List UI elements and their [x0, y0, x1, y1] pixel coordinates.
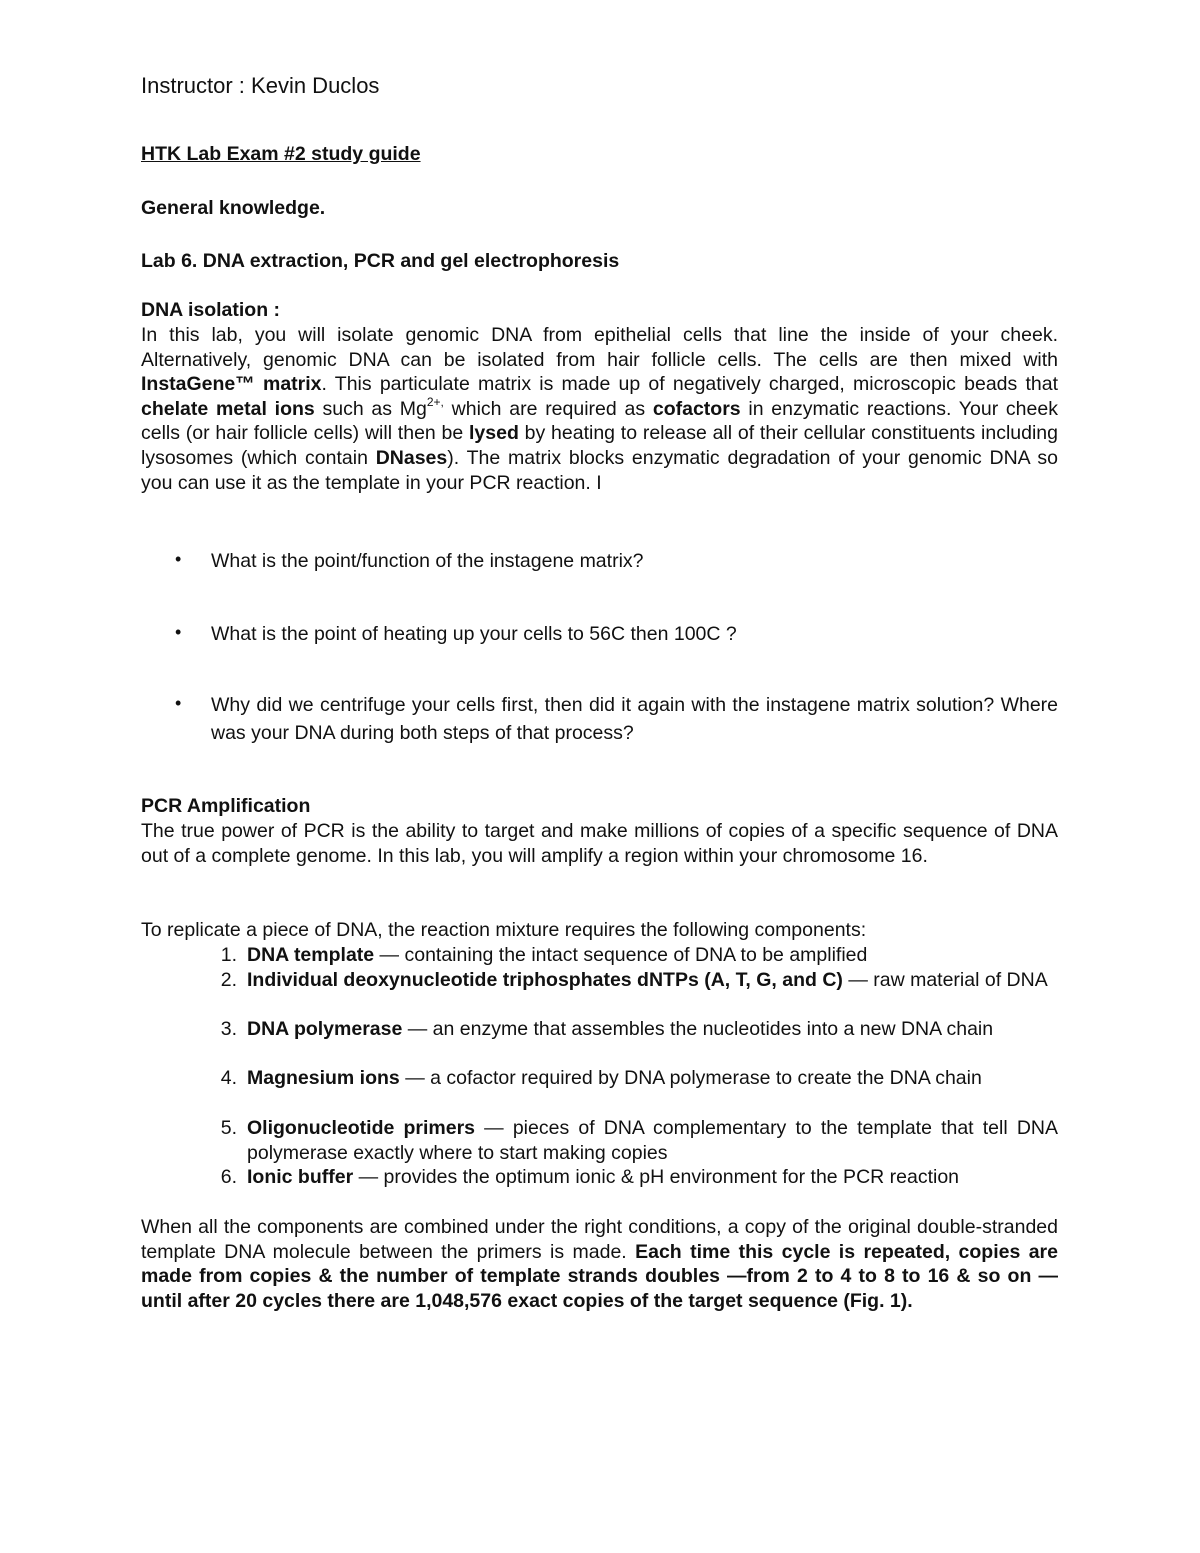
bold-term: Magnesium ions — [247, 1067, 400, 1089]
paragraph-text: such as Mg — [314, 397, 427, 420]
paragraph-text: . This particulate matrix is made up of negatively charged, microscopic beads that — [321, 373, 1058, 396]
item-text — [247, 1066, 1058, 1091]
bold-term: DNases — [375, 446, 448, 469]
item-description: — raw material of DNA — [842, 969, 1048, 991]
superscript: 2+, — [426, 395, 444, 410]
lab-heading: Lab 6. DNA extraction, PCR and gel electrophoresis — [141, 250, 620, 272]
bold-statement: Each time this cycle is repeated, copies are made from copies & the number of template strands doubles —from 2 to 4 to 8 to 16 & so on — until after 20 cycles there are 1,048,576 exact copies of the target sequence (Fig. 1). — [141, 1240, 1058, 1312]
paragraph-text: When all the components are combined under the right conditions, a copy of the original double-stranded template DNA molecule between the primers is made. — [141, 1216, 1058, 1263]
item-description: — a cofactor required by DNA polymerase to create the DNA chain — [399, 1067, 982, 1089]
bold-term: Oligonucleotide primers — [247, 1117, 476, 1139]
instructor-line: Instructor : Kevin Duclos — [141, 73, 380, 98]
bullet-icon: • — [175, 622, 182, 642]
page-title: HTK Lab Exam #2 study guide — [141, 143, 421, 165]
dna-isolation-heading: DNA isolation : — [141, 299, 281, 321]
item-number: 2. — [220, 969, 237, 991]
item-description: — containing the intact sequence of DNA to be amplified — [374, 944, 868, 966]
item-number: 6. — [220, 1166, 237, 1188]
paragraph-text: ). The matrix blocks enzymatic degradation of your genomic DNA so you can use it as the template in your PCR reaction. I — [141, 446, 1058, 494]
item-number: 4. — [220, 1067, 237, 1089]
item-number: 5. — [220, 1117, 237, 1139]
general-knowledge-heading: General knowledge. — [141, 197, 326, 219]
paragraph-text: In this lab, you will isolate genomic DNA from epithelial cells that line the inside of your cheek. Alternatively, genomic DNA can be isolated from hair follicle cells. The cells are then mixed with — [141, 324, 1058, 371]
bold-term: cofactors — [652, 397, 741, 420]
item-description: — pieces of DNA complementary to the template that tell DNA polymerase exactly where to start making copies — [247, 1117, 1059, 1164]
paragraph-text: in enzymatic reactions. Your cheek cells (or hair follicle cells) will then be — [141, 397, 1058, 445]
item-number: 1. — [220, 944, 237, 966]
question-text: What is the point/function of the instagene matrix? — [211, 550, 644, 572]
bullet-icon: • — [175, 693, 182, 713]
bold-term: lysed — [469, 422, 519, 445]
item-text — [247, 1017, 1058, 1042]
paragraph-text: which are required as — [443, 397, 653, 420]
bold-term: Individual deoxynucleotide triphosphates dNTPs (A, T, G, and C) — [247, 969, 843, 991]
pcr-intro-paragraph: The true power of PCR is the ability to target and make millions of copies of a specific sequence of DNA out of a complete genome. In this lab, you will amplify a region within your chromosome 16. — [141, 820, 1058, 867]
item-description: — an enzyme that assembles the nucleotides into a new DNA chain — [402, 1018, 994, 1040]
item-text — [247, 1165, 1058, 1190]
bold-term: DNA template — [247, 944, 375, 966]
item-text — [247, 1116, 1058, 1165]
item-text — [247, 968, 1058, 993]
bold-term: chelate metal ions — [141, 397, 315, 420]
dna-isolation-paragraph — [141, 323, 1058, 495]
bold-term: DNA polymerase — [247, 1018, 403, 1040]
bold-term: InstaGene™ matrix — [141, 373, 322, 396]
bold-term: Ionic buffer — [247, 1166, 354, 1188]
question-text: What is the point of heating up your cells to 56C then 100C ? — [211, 623, 737, 645]
paragraph-text: by heating to release all of their cellular constituents including lysosomes (which contain — [141, 422, 1058, 469]
bullet-icon: • — [175, 549, 182, 569]
pcr-heading: PCR Amplification — [141, 795, 311, 817]
components-intro: To replicate a piece of DNA, the reaction mixture requires the following components: — [141, 919, 867, 941]
question-text: Why did we centrifuge your cells first, then did it again with the instagene matrix solution? Where was your DNA during both steps of that process? — [211, 694, 1058, 744]
pcr-closing-paragraph — [141, 1215, 1058, 1313]
item-description: — provides the optimum ionic & pH environment for the PCR reaction — [353, 1166, 960, 1188]
item-text — [247, 943, 1058, 968]
item-number: 3. — [220, 1018, 237, 1040]
